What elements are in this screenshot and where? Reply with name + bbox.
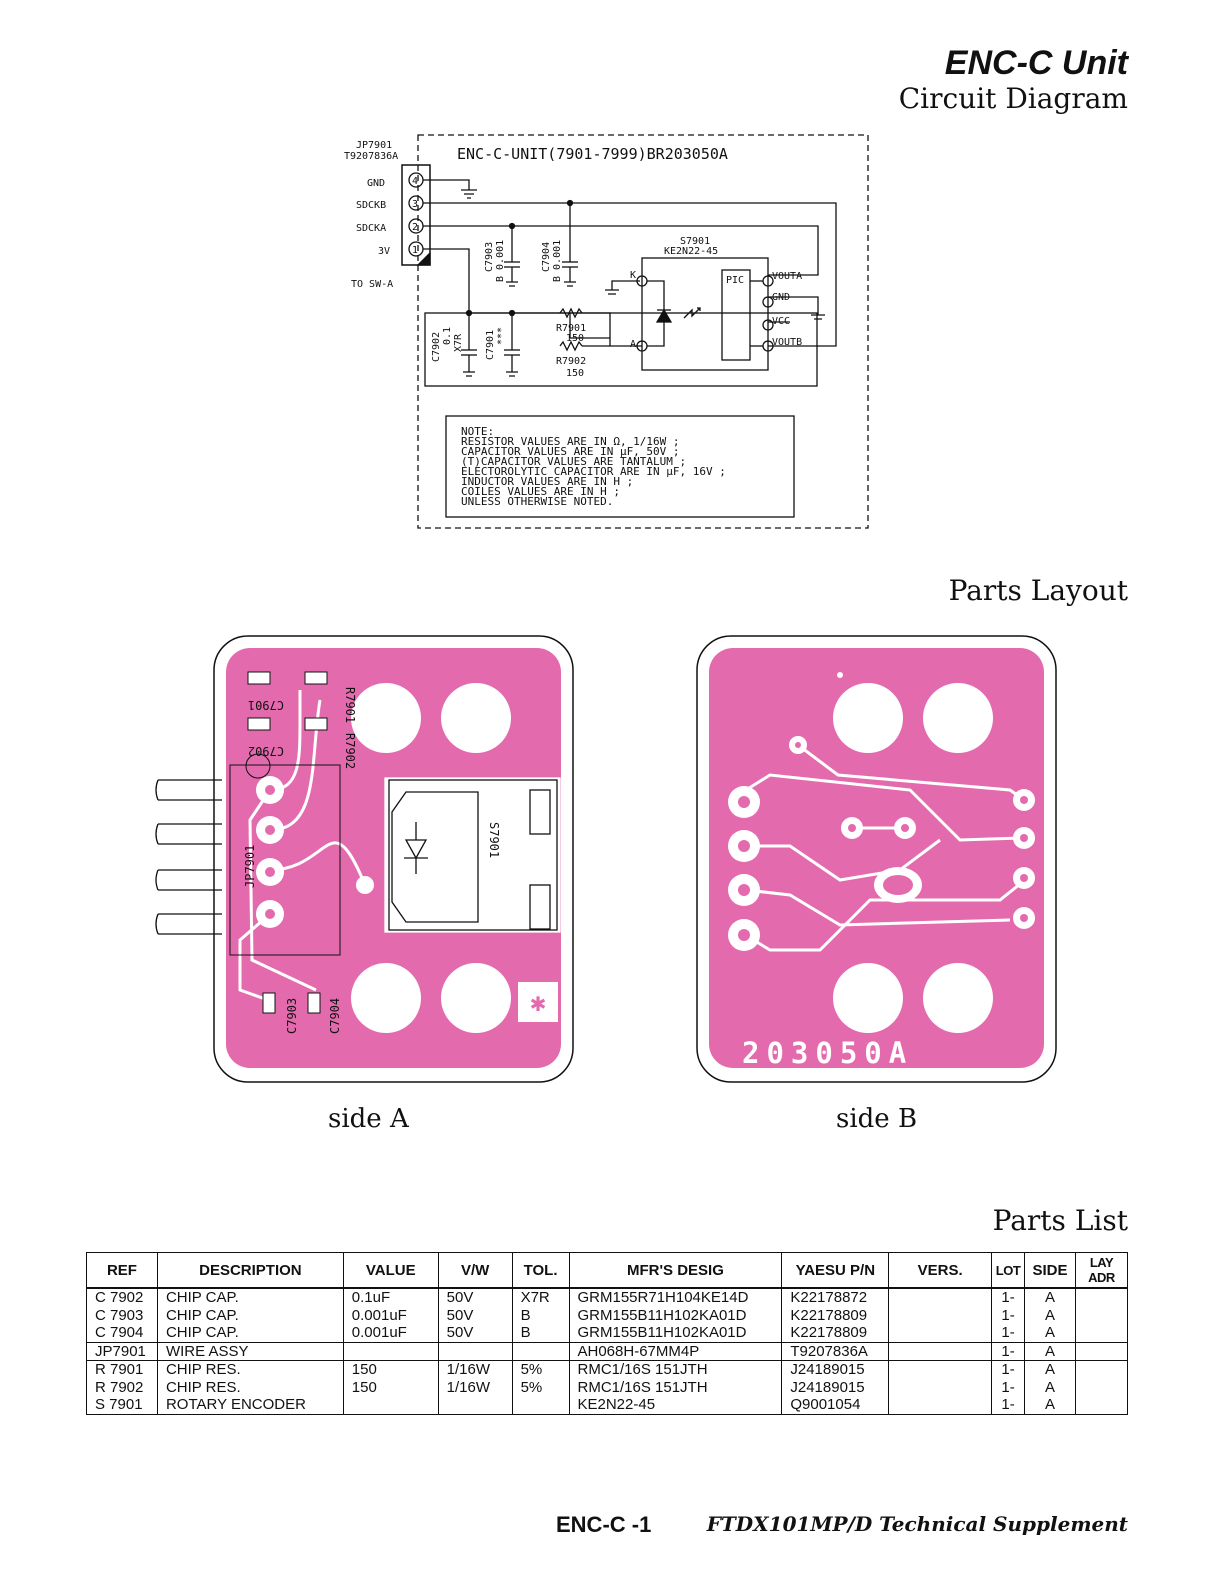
table-cell: R 7902 bbox=[87, 1379, 158, 1397]
table-cell: S 7901 bbox=[87, 1396, 158, 1414]
table-cell: AH068H-67MM4P bbox=[569, 1342, 782, 1361]
table-cell bbox=[343, 1396, 438, 1414]
pin-k-label: K bbox=[630, 270, 637, 281]
fiducial-mark-icon: ✱ bbox=[530, 988, 546, 1018]
table-cell: RMC1/16S 151JTH bbox=[569, 1361, 782, 1379]
note-line: CAPACITOR VALUES ARE IN μF, 50V ; bbox=[461, 445, 680, 458]
note-line: INDUCTOR VALUES ARE IN H ; bbox=[461, 475, 634, 488]
table-cell bbox=[512, 1342, 569, 1361]
table-cell bbox=[343, 1342, 438, 1361]
capacitor-c7904 bbox=[562, 250, 578, 282]
table-cell: 1- bbox=[992, 1307, 1025, 1325]
table-row bbox=[87, 1307, 1128, 1325]
parts-table-body bbox=[87, 1288, 1128, 1414]
pin-number: 3 bbox=[412, 199, 419, 210]
r7901-value: 150 bbox=[566, 333, 585, 344]
pcb-side-b bbox=[690, 630, 1062, 1090]
table-cell: K22178872 bbox=[782, 1288, 889, 1307]
ref-label: C7903 bbox=[285, 997, 299, 1034]
column-header: LOT bbox=[992, 1253, 1025, 1289]
page-number: ENC-C -1 bbox=[556, 1512, 652, 1537]
table-cell: 5% bbox=[512, 1361, 569, 1379]
table-cell: K22178809 bbox=[782, 1307, 889, 1325]
page-title: ENC-C Unit bbox=[944, 44, 1128, 82]
pin-number: 2 bbox=[412, 222, 419, 233]
ref-label: S7901 bbox=[487, 822, 501, 859]
table-cell: J24189015 bbox=[782, 1361, 889, 1379]
table-cell bbox=[889, 1361, 992, 1379]
table-cell: R 7901 bbox=[87, 1361, 158, 1379]
note-line: NOTE: bbox=[461, 425, 495, 438]
column-header: YAESU P/N bbox=[782, 1253, 889, 1289]
c7901-value: *** bbox=[496, 326, 507, 345]
table-cell: 1- bbox=[992, 1361, 1025, 1379]
column-header: V/W bbox=[438, 1253, 512, 1289]
s7901-outline bbox=[385, 778, 560, 932]
table-cell: A bbox=[1025, 1379, 1076, 1397]
r7902-value: 150 bbox=[566, 368, 585, 379]
pin-voutb-label: VOUTB bbox=[772, 337, 803, 348]
ref-label: JP7901 bbox=[243, 844, 257, 888]
note-line: ELECTOROLYTIC CAPACITOR ARE IN μF, 16V ; bbox=[461, 465, 726, 478]
table-cell: 50V bbox=[438, 1307, 512, 1325]
note-line: RESISTOR VALUES ARE IN Ω, 1/16W ; bbox=[461, 435, 680, 448]
table-cell: 50V bbox=[438, 1324, 512, 1342]
table-cell: C 7904 bbox=[87, 1324, 158, 1342]
document-title: FTDX101MP/D Technical Supplement bbox=[706, 1512, 1128, 1536]
table-cell: C 7902 bbox=[87, 1288, 158, 1307]
table-cell: 150 bbox=[343, 1379, 438, 1397]
s7901-pn: KE2N22-45 bbox=[664, 246, 719, 257]
table-cell: CHIP CAP. bbox=[157, 1324, 343, 1342]
table-cell: 1- bbox=[992, 1379, 1025, 1397]
connector-pins bbox=[409, 173, 423, 256]
ref-label: C7902 bbox=[247, 744, 284, 758]
note-line: COILES VALUES ARE IN H ; bbox=[461, 485, 620, 498]
note-text bbox=[461, 425, 726, 508]
capacitor-c7903 bbox=[504, 250, 520, 282]
section-title-parts-list: Parts List bbox=[992, 1204, 1128, 1237]
c7902-type: X7R bbox=[453, 333, 464, 352]
table-cell: 1/16W bbox=[438, 1379, 512, 1397]
ground-symbols bbox=[461, 190, 825, 376]
table-cell: 0.1uF bbox=[343, 1288, 438, 1307]
pin-vcc-label: VCC bbox=[772, 316, 791, 327]
ref-label: C7901 bbox=[247, 698, 284, 712]
c7903-ref: C7903 bbox=[484, 241, 495, 272]
table-row bbox=[87, 1288, 1128, 1307]
wire-leads bbox=[156, 780, 222, 934]
table-cell: A bbox=[1025, 1396, 1076, 1414]
table-cell: 1- bbox=[992, 1342, 1025, 1361]
column-header: TOL. bbox=[512, 1253, 569, 1289]
table-cell: K22178809 bbox=[782, 1324, 889, 1342]
table-cell bbox=[1075, 1379, 1127, 1397]
connector-pn: T9207836A bbox=[344, 151, 399, 162]
c7901-ref: C7901 bbox=[485, 329, 496, 360]
table-cell: KE2N22-45 bbox=[569, 1396, 782, 1414]
table-cell: CHIP RES. bbox=[157, 1361, 343, 1379]
table-cell: Q9001054 bbox=[782, 1396, 889, 1414]
table-cell: A bbox=[1025, 1288, 1076, 1307]
table-cell: RMC1/16S 151JTH bbox=[569, 1379, 782, 1397]
table-cell: 1- bbox=[992, 1288, 1025, 1307]
table-cell: GRM155R71H104KE14D bbox=[569, 1288, 782, 1307]
table-cell: 150 bbox=[343, 1361, 438, 1379]
ref-label: R7902 bbox=[343, 733, 357, 770]
c7903-value: B 0.001 bbox=[495, 239, 506, 282]
table-row bbox=[87, 1361, 1128, 1379]
pic-label: PIC bbox=[726, 275, 745, 286]
table-cell: T9207836A bbox=[782, 1342, 889, 1361]
table-cell: WIRE ASSY bbox=[157, 1342, 343, 1361]
led-diode-icon bbox=[657, 310, 671, 322]
connector-ref: JP7901 bbox=[356, 140, 393, 151]
table-cell bbox=[512, 1396, 569, 1414]
to-sw-a-label: TO SW-A bbox=[351, 279, 394, 290]
table-cell: JP7901 bbox=[87, 1342, 158, 1361]
r7902-ref: R7902 bbox=[556, 356, 587, 367]
table-cell: A bbox=[1025, 1307, 1076, 1325]
table-cell: 50V bbox=[438, 1288, 512, 1307]
table-cell bbox=[1075, 1288, 1127, 1307]
table-cell: A bbox=[1025, 1342, 1076, 1361]
pin-label-sdcka: SDCKA bbox=[356, 223, 387, 234]
ref-label: R7901 bbox=[343, 687, 357, 724]
section-title-parts-layout: Parts Layout bbox=[948, 574, 1128, 607]
pin-vouta-label: VOUTA bbox=[772, 271, 803, 282]
table-cell: CHIP CAP. bbox=[157, 1288, 343, 1307]
c7902-value: 0.1 bbox=[442, 326, 453, 345]
parts-list-table bbox=[86, 1252, 1128, 1415]
table-cell: 1- bbox=[992, 1396, 1025, 1414]
column-header: VERS. bbox=[889, 1253, 992, 1289]
capacitor-c7901 bbox=[504, 345, 520, 372]
pin-number: 1 bbox=[412, 245, 419, 256]
side-a-label: side A bbox=[328, 1104, 409, 1134]
table-cell: B bbox=[512, 1324, 569, 1342]
column-header: VALUE bbox=[343, 1253, 438, 1289]
table-cell bbox=[1075, 1324, 1127, 1342]
table-cell bbox=[889, 1396, 992, 1414]
column-header: MFR'S DESIG bbox=[569, 1253, 782, 1289]
r7901-ref: R7901 bbox=[556, 323, 587, 334]
note-line: UNLESS OTHERWISE NOTED. bbox=[461, 495, 614, 508]
table-cell bbox=[438, 1396, 512, 1414]
column-header: DESCRIPTION bbox=[157, 1253, 343, 1289]
pin-label-3v: 3V bbox=[378, 246, 391, 257]
table-cell: 1- bbox=[992, 1324, 1025, 1342]
circuit-diagram bbox=[330, 128, 890, 538]
table-cell bbox=[889, 1324, 992, 1342]
table-cell bbox=[889, 1379, 992, 1397]
table-cell: 1/16W bbox=[438, 1361, 512, 1379]
table-cell: A bbox=[1025, 1361, 1076, 1379]
table-cell: CHIP CAP. bbox=[157, 1307, 343, 1325]
table-cell: ROTARY ENCODER bbox=[157, 1396, 343, 1414]
section-title-circuit-diagram: Circuit Diagram bbox=[898, 82, 1128, 115]
table-cell bbox=[889, 1288, 992, 1307]
table-cell: B bbox=[512, 1307, 569, 1325]
column-header: SIDE bbox=[1025, 1253, 1076, 1289]
table-row bbox=[87, 1342, 1128, 1361]
table-cell bbox=[1075, 1361, 1127, 1379]
table-cell: X7R bbox=[512, 1288, 569, 1307]
c7904-ref: C7904 bbox=[541, 241, 552, 272]
table-cell: CHIP RES. bbox=[157, 1379, 343, 1397]
table-header-row bbox=[87, 1253, 1128, 1289]
pin-label-gnd: GND bbox=[367, 178, 386, 189]
table-cell: A bbox=[1025, 1324, 1076, 1342]
table-cell: 0.001uF bbox=[343, 1307, 438, 1325]
table-cell: 0.001uF bbox=[343, 1324, 438, 1342]
table-cell bbox=[1075, 1396, 1127, 1414]
pin-a-label: A bbox=[630, 339, 637, 350]
table-row bbox=[87, 1379, 1128, 1397]
table-cell: J24189015 bbox=[782, 1379, 889, 1397]
encoder-s7901 bbox=[642, 258, 768, 370]
board-code: 203050A bbox=[742, 1036, 914, 1070]
ref-label: C7904 bbox=[328, 997, 342, 1034]
table-cell bbox=[438, 1342, 512, 1361]
side-b-label: side B bbox=[836, 1104, 918, 1134]
table-cell: GRM155B11H102KA01D bbox=[569, 1307, 782, 1325]
unit-title: ENC-C-UNIT(7901-7999)BR203050A bbox=[457, 145, 728, 163]
table-cell: C 7903 bbox=[87, 1307, 158, 1325]
table-row bbox=[87, 1324, 1128, 1342]
table-cell bbox=[889, 1307, 992, 1325]
pin-label-sdckb: SDCKB bbox=[356, 200, 387, 211]
column-header: REF bbox=[87, 1253, 158, 1289]
s7901-ref: S7901 bbox=[680, 236, 711, 247]
table-cell bbox=[889, 1342, 992, 1361]
table-cell: 5% bbox=[512, 1379, 569, 1397]
pcb-side-a bbox=[150, 630, 590, 1090]
c7904-value: B 0.001 bbox=[552, 239, 563, 282]
table-cell bbox=[1075, 1342, 1127, 1361]
table-cell bbox=[1075, 1307, 1127, 1325]
c7902-ref: C7902 bbox=[431, 331, 442, 362]
table-cell: GRM155B11H102KA01D bbox=[569, 1324, 782, 1342]
pin-gnd-label: GND bbox=[772, 292, 791, 303]
note-line: (T)CAPACITOR VALUES ARE TANTALUM ; bbox=[461, 455, 687, 468]
column-header: LAY ADR bbox=[1075, 1253, 1127, 1289]
pin-number: 4 bbox=[412, 176, 419, 187]
table-row bbox=[87, 1396, 1128, 1414]
